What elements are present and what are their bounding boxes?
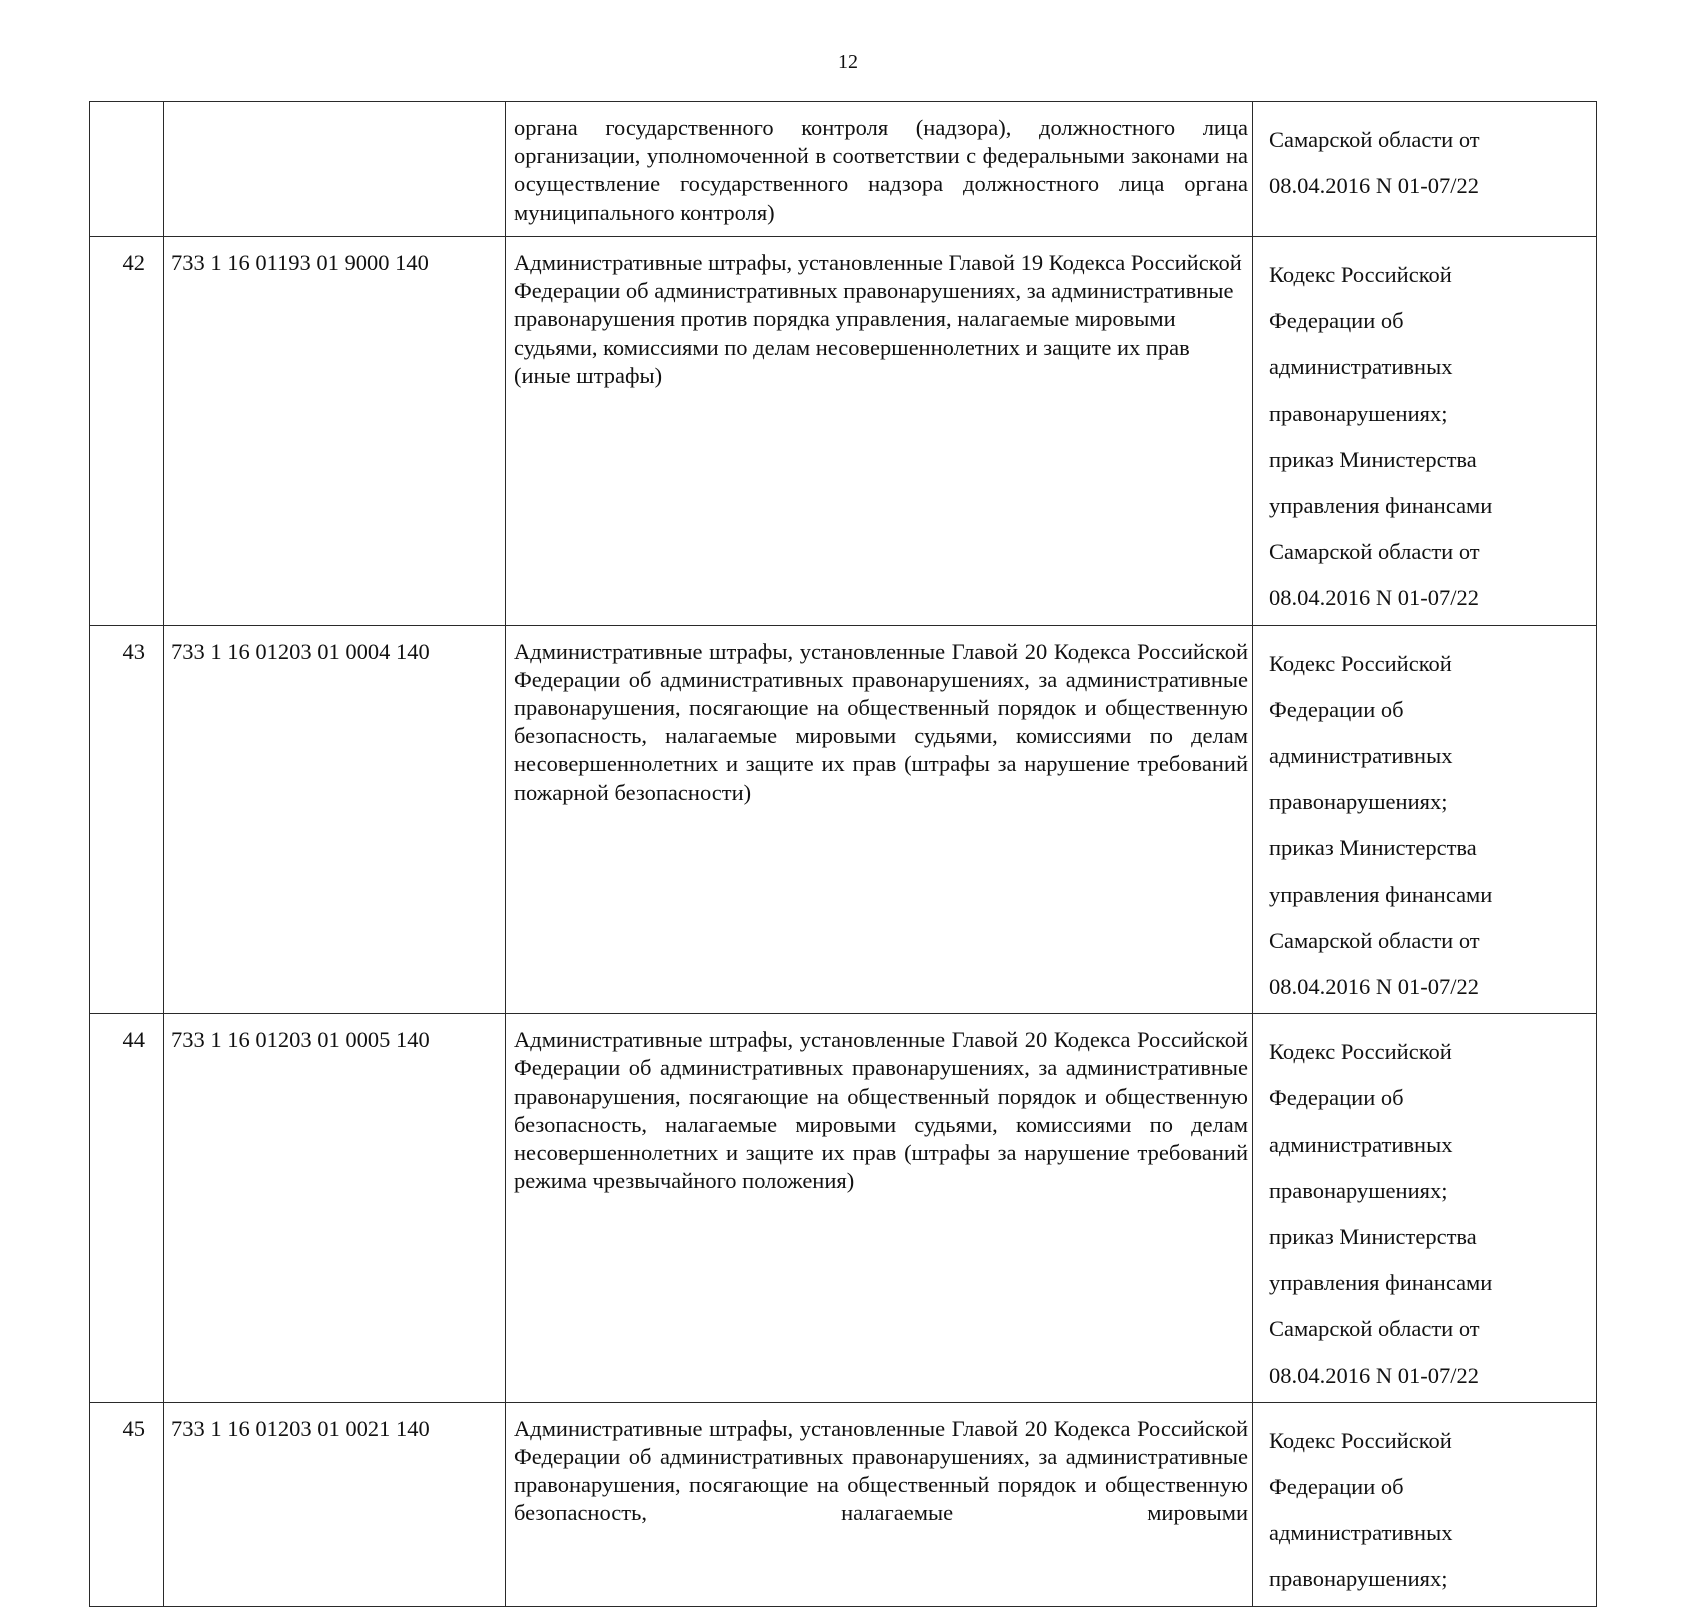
- basis-line: правонарушениях;: [1269, 1177, 1448, 1203]
- revenue-code: 733 1 16 01203 01 0021 140: [171, 1415, 430, 1441]
- basis-line: Кодекс Российской: [1269, 1427, 1452, 1453]
- basis-line: приказ Министерства: [1269, 1224, 1477, 1250]
- basis-line: правонарушениях;: [1269, 400, 1448, 426]
- code-cell: [164, 102, 506, 237]
- revenue-codes-table: [89, 101, 1597, 1607]
- code-cell: [164, 237, 506, 626]
- basis-line: Федерации об: [1269, 1474, 1404, 1500]
- basis-line: 08.04.2016 N 01-07/22: [1269, 585, 1479, 611]
- basis-line: управления финансами: [1269, 881, 1493, 907]
- basis-line: Федерации об: [1269, 1085, 1404, 1111]
- basis-line: правонарушениях;: [1269, 789, 1448, 815]
- basis-line: управления финансами: [1269, 493, 1493, 519]
- basis-line: приказ Министерства: [1269, 446, 1477, 472]
- basis-line: Самарской области от: [1269, 127, 1480, 152]
- description-text: Административные штрафы, установленные Главой 20 Кодекса Российской Федерации об административных правонарушениях, за административные правонарушения, посягающие на общественный порядок и общественную безопасность, налагаемые мировыми судьями, комиссиями по делам несовершеннолетних и защите их прав (штрафы за нарушение требований режима чрезвычайного положения): [514, 1027, 1248, 1194]
- basis-line: Самарской области от: [1269, 1316, 1480, 1342]
- basis-line: приказ Министерства: [1269, 835, 1477, 861]
- basis-line: Федерации об: [1269, 696, 1404, 722]
- row-number: 44: [122, 1027, 145, 1053]
- basis-line: 08.04.2016 N 01-07/22: [1269, 974, 1479, 1000]
- basis-line: Кодекс Российской: [1269, 262, 1452, 287]
- row-number-cell: [90, 625, 164, 1014]
- row-number: 43: [122, 638, 145, 664]
- basis-text: [1253, 626, 1596, 1014]
- basis-line: административных: [1269, 354, 1453, 380]
- page-number: 12: [838, 51, 858, 73]
- code-cell: [164, 1014, 506, 1403]
- basis-line: административных: [1269, 743, 1453, 769]
- description-cell: [506, 237, 1253, 626]
- basis-line: Федерации об: [1269, 308, 1404, 334]
- basis-cell: [1253, 102, 1597, 237]
- basis-line: административных: [1269, 1520, 1453, 1546]
- row-number: 45: [122, 1415, 145, 1441]
- description-text: Административные штрафы, установленные Главой 20 Кодекса Российской Федерации об административных правонарушениях, за административные правонарушения, посягающие на общественный порядок и общественную безопасность, налагаемые мировыми судьями, комиссиями по делам несовершеннолетних и защите их прав (штрафы за нарушение требований пожарной безопасности): [514, 638, 1248, 805]
- table-row: [90, 1014, 1597, 1403]
- code-cell: [164, 625, 506, 1014]
- description-text: органа государственного контроля (надзора), должностного лица организации, уполномоченной в соответствии с федеральными законами на осуществление государственного надзора должностного лица органа муниципального контроля): [514, 115, 1248, 225]
- description-cell: [506, 1014, 1253, 1403]
- description-text: Административные штрафы, установленные Главой 19 Кодекса Российской Федерации об административных правонарушениях, за административные правонарушения против порядка управления, налагаемые мировыми судьями, комиссиями по делам несовершеннолетних и защите их прав (иные штрафы): [514, 250, 1242, 388]
- table-row: [90, 625, 1597, 1014]
- revenue-code: 733 1 16 01193 01 9000 140: [171, 250, 429, 275]
- table-row: [90, 1402, 1597, 1606]
- row-number-cell: [90, 1402, 164, 1606]
- description-cell: [506, 625, 1253, 1014]
- description-cell: [506, 102, 1253, 237]
- row-number-cell: [90, 1014, 164, 1403]
- table-row: [90, 102, 1597, 237]
- basis-text: [1253, 102, 1596, 212]
- revenue-code: [164, 102, 505, 114]
- basis-line: Самарской области от: [1269, 539, 1480, 565]
- basis-cell: [1253, 237, 1597, 626]
- basis-line: Кодекс Российской: [1269, 650, 1452, 676]
- basis-line: Кодекс Российской: [1269, 1039, 1452, 1065]
- basis-cell: [1253, 1402, 1597, 1606]
- row-number-cell: [90, 237, 164, 626]
- basis-line: 08.04.2016 N 01-07/22: [1269, 173, 1479, 199]
- description-cell: [506, 1402, 1253, 1606]
- basis-cell: [1253, 625, 1597, 1014]
- code-cell: [164, 1402, 506, 1606]
- basis-line: правонарушениях;: [1269, 1566, 1448, 1592]
- description-text: Административные штрафы, установленные Главой 20 Кодекса Российской Федерации об административных правонарушениях, за административные правонарушения, посягающие на общественный порядок и общественную безопасность, налагаемые мировыми: [514, 1415, 1248, 1526]
- row-number-cell: [90, 102, 164, 237]
- basis-line: 08.04.2016 N 01-07/22: [1269, 1362, 1479, 1388]
- row-number: [90, 102, 163, 114]
- basis-cell: [1253, 1014, 1597, 1403]
- basis-text: [1253, 237, 1596, 625]
- basis-line: управления финансами: [1269, 1270, 1493, 1296]
- revenue-code: 733 1 16 01203 01 0005 140: [171, 1027, 430, 1053]
- basis-line: Самарской области от: [1269, 927, 1480, 953]
- row-number: 42: [122, 250, 145, 275]
- table-row: [90, 237, 1597, 626]
- basis-text: [1253, 1014, 1596, 1402]
- basis-line: административных: [1269, 1131, 1453, 1157]
- revenue-code: 733 1 16 01203 01 0004 140: [171, 638, 430, 664]
- basis-text: [1253, 1403, 1596, 1606]
